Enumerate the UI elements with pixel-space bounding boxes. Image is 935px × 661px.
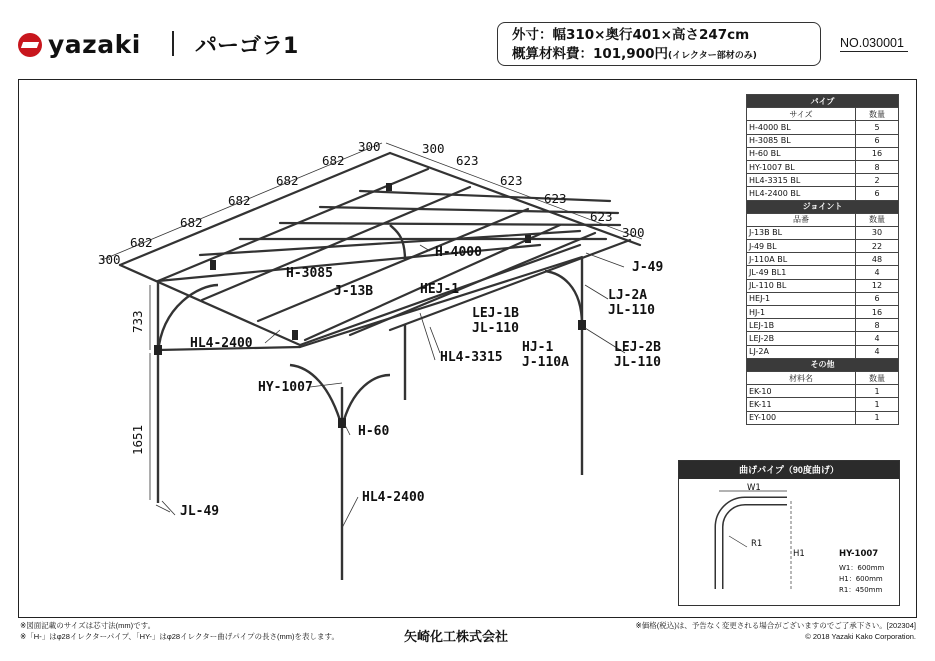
dim-side-0: 300	[422, 141, 445, 156]
joint-item-name: HEJ-1	[747, 292, 856, 305]
label-lej2b: LEJ-2B	[614, 340, 661, 355]
other-column-headers	[747, 371, 899, 384]
other-section-header	[747, 358, 899, 371]
other-item-qty: 1	[856, 385, 899, 398]
label-j13b: J-13B	[334, 284, 374, 299]
joint-table-row	[747, 345, 899, 358]
joint-table-row	[747, 266, 899, 279]
label-jl110-b: JL-110	[472, 321, 519, 336]
label-jl110-a: JL-110	[608, 303, 655, 318]
spec-size: 外寸：幅310×奥行401×高さ247cm	[512, 27, 750, 43]
joint-column-headers	[747, 213, 899, 226]
bend-r1-spec: R1：450mm	[839, 586, 883, 594]
joint-item-name: LEJ-1B	[747, 319, 856, 332]
dim-side-1: 623	[456, 153, 479, 168]
other-item-name: EK-11	[747, 398, 856, 411]
joint-item-qty: 16	[856, 306, 899, 319]
dim-front-0: 300	[98, 252, 121, 267]
joint-table-row	[747, 292, 899, 305]
dim-1651: 1651	[130, 424, 145, 455]
bend-w1-spec: W1：600mm	[839, 564, 885, 572]
other-section-title: その他	[747, 358, 899, 371]
joint-table-row	[747, 306, 899, 319]
label-h4000: H-4000	[435, 245, 482, 260]
copyright: © 2018 Yazaki Kako Corporation.	[805, 632, 916, 641]
label-hl4-2400-top: HL4-2400	[190, 336, 253, 351]
other-item-name: EK-10	[747, 385, 856, 398]
footer-right	[633, 620, 916, 642]
pipe-table-row	[747, 160, 899, 173]
bend-h1-label: H1	[793, 549, 805, 559]
footer-notes	[20, 620, 339, 642]
joint-table-row	[747, 279, 899, 292]
joint-item-name: J-49 BL	[747, 240, 856, 253]
joint-item-name: JL-110 BL	[747, 279, 856, 292]
pipe-item-qty: 2	[856, 174, 899, 187]
parts-table	[746, 94, 899, 425]
bend-specs	[839, 563, 884, 596]
dim-side-4: 623	[590, 209, 613, 224]
bend-part-no: HY-1007	[839, 549, 879, 559]
other-column-header: 材料名	[747, 371, 856, 384]
joint-item-name: LEJ-2B	[747, 332, 856, 345]
label-j49-top: J-49	[632, 260, 664, 275]
pipe-item-qty: 16	[856, 147, 899, 160]
label-lj2a: LJ-2A	[608, 288, 648, 303]
footer-note-2: ※「H-」はφ28イレクターパイプ、「HY-」はφ28イレクター曲げパイプの長さ(mm)を表します。	[20, 632, 339, 641]
parts-table-body	[747, 95, 899, 425]
joint-item-qty: 12	[856, 279, 899, 292]
joint-section-header	[747, 200, 899, 213]
joint-table-row	[747, 226, 899, 239]
joint-item-qty: 22	[856, 240, 899, 253]
bend-pipe-panel	[678, 460, 900, 606]
joint-item-name: HJ-1	[747, 306, 856, 319]
pipe-table-row	[747, 187, 899, 200]
joint-item-qty: 4	[856, 266, 899, 279]
label-lej1b: LEJ-1B	[472, 306, 519, 321]
joint-item-qty: 6	[856, 292, 899, 305]
joint-item-name: LJ-2A	[747, 345, 856, 358]
pipe-item-name: H-3085 BL	[747, 134, 856, 147]
other-column-header: 数量	[856, 371, 899, 384]
pipe-column-header: 数量	[856, 108, 899, 121]
other-item-qty: 1	[856, 411, 899, 424]
other-table-row	[747, 398, 899, 411]
joint-table-row	[747, 319, 899, 332]
joint-item-qty: 8	[856, 319, 899, 332]
joint-column-header: 数量	[856, 213, 899, 226]
brand-name: yazaki	[48, 30, 141, 59]
joint-item-qty: 4	[856, 345, 899, 358]
label-hj1: HJ-1	[522, 340, 554, 355]
pipe-table-row	[747, 121, 899, 134]
pipe-table-row	[747, 147, 899, 160]
other-item-qty: 1	[856, 398, 899, 411]
pipe-item-name: HY-1007 BL	[747, 160, 856, 173]
pipe-item-name: H-60 BL	[747, 147, 856, 160]
label-jl49: JL-49	[180, 504, 220, 519]
label-hl4-2400-bottom: HL4-2400	[362, 490, 425, 505]
bend-pipe-title: 曲げパイプ（90度曲げ）	[679, 461, 899, 479]
spec-cost: 概算材料費：101,900円	[512, 46, 668, 62]
bend-h1-spec: H1：600mm	[839, 575, 883, 583]
joint-item-qty: 4	[856, 332, 899, 345]
bend-w1-label: W1	[747, 483, 761, 493]
pipe-table-row	[747, 174, 899, 187]
joint-table-row	[747, 240, 899, 253]
bend-r1-label: R1	[751, 539, 763, 549]
label-h60: H-60	[358, 424, 390, 439]
label-h3085: H-3085	[286, 266, 333, 281]
footer-note-1: ※図面記載のサイズは芯寸法(mm)です。	[20, 621, 156, 630]
price-note: ※価格(税込)は、予告なく変更される場合がございますのでご了承下さい。[202304]	[635, 621, 916, 630]
label-hl4-3315: HL4-3315	[440, 350, 503, 365]
brand-logo	[18, 30, 141, 59]
joint-item-name: J-13B BL	[747, 226, 856, 239]
label-hej1: HEJ-1	[420, 282, 460, 297]
company-name: 矢崎化工株式会社	[404, 630, 509, 645]
other-item-name: EY-100	[747, 411, 856, 424]
label-jl110-c: JL-110	[614, 355, 661, 370]
pergola-drawing	[90, 135, 664, 595]
pipe-table-row	[747, 134, 899, 147]
document-number: NO.030001	[840, 36, 908, 52]
spec-box	[497, 22, 821, 66]
logo-mark-icon	[18, 33, 42, 57]
dim-front-3: 682	[228, 193, 251, 208]
pipe-section-title: パイプ	[747, 95, 899, 108]
pipe-section-header	[747, 95, 899, 108]
joint-table-row	[747, 332, 899, 345]
other-table-row	[747, 411, 899, 424]
pipe-item-qty: 8	[856, 160, 899, 173]
dim-733: 733	[130, 310, 145, 333]
page-title: パーゴラ1	[195, 34, 299, 59]
other-table-row	[747, 385, 899, 398]
pipe-column-headers	[747, 108, 899, 121]
joint-item-name: J-110A BL	[747, 253, 856, 266]
joint-item-qty: 30	[856, 226, 899, 239]
pipe-item-name: H-4000 BL	[747, 121, 856, 134]
pipe-item-qty: 6	[856, 134, 899, 147]
spec-cost-note: (イレクター部材のみ)	[668, 51, 757, 61]
joint-column-header: 品番	[747, 213, 856, 226]
joint-item-qty: 48	[856, 253, 899, 266]
dim-side-3: 623	[544, 191, 567, 206]
joint-item-name: JL-49 BL1	[747, 266, 856, 279]
pipe-item-qty: 6	[856, 187, 899, 200]
pipe-item-qty: 5	[856, 121, 899, 134]
label-j110a: J-110A	[522, 355, 569, 370]
dim-side-2: 623	[500, 173, 523, 188]
title-separator	[172, 31, 174, 56]
dim-front-2: 682	[180, 215, 203, 230]
pergola-structure	[120, 153, 640, 350]
pipe-column-header: サイズ	[747, 108, 856, 121]
dim-front-4: 682	[276, 173, 299, 188]
dim-side-5: 300	[622, 225, 645, 240]
joint-table-row	[747, 253, 899, 266]
dim-front-5: 682	[322, 153, 345, 168]
dim-front-1: 682	[130, 235, 153, 250]
label-hy1007: HY-1007	[258, 380, 313, 395]
pipe-item-name: HL4-2400 BL	[747, 187, 856, 200]
spec-cost-row	[512, 45, 806, 66]
joint-markers	[154, 183, 586, 428]
joint-section-title: ジョイント	[747, 200, 899, 213]
dim-front-6: 300	[358, 139, 381, 154]
pipe-item-name: HL4-3315 BL	[747, 174, 856, 187]
